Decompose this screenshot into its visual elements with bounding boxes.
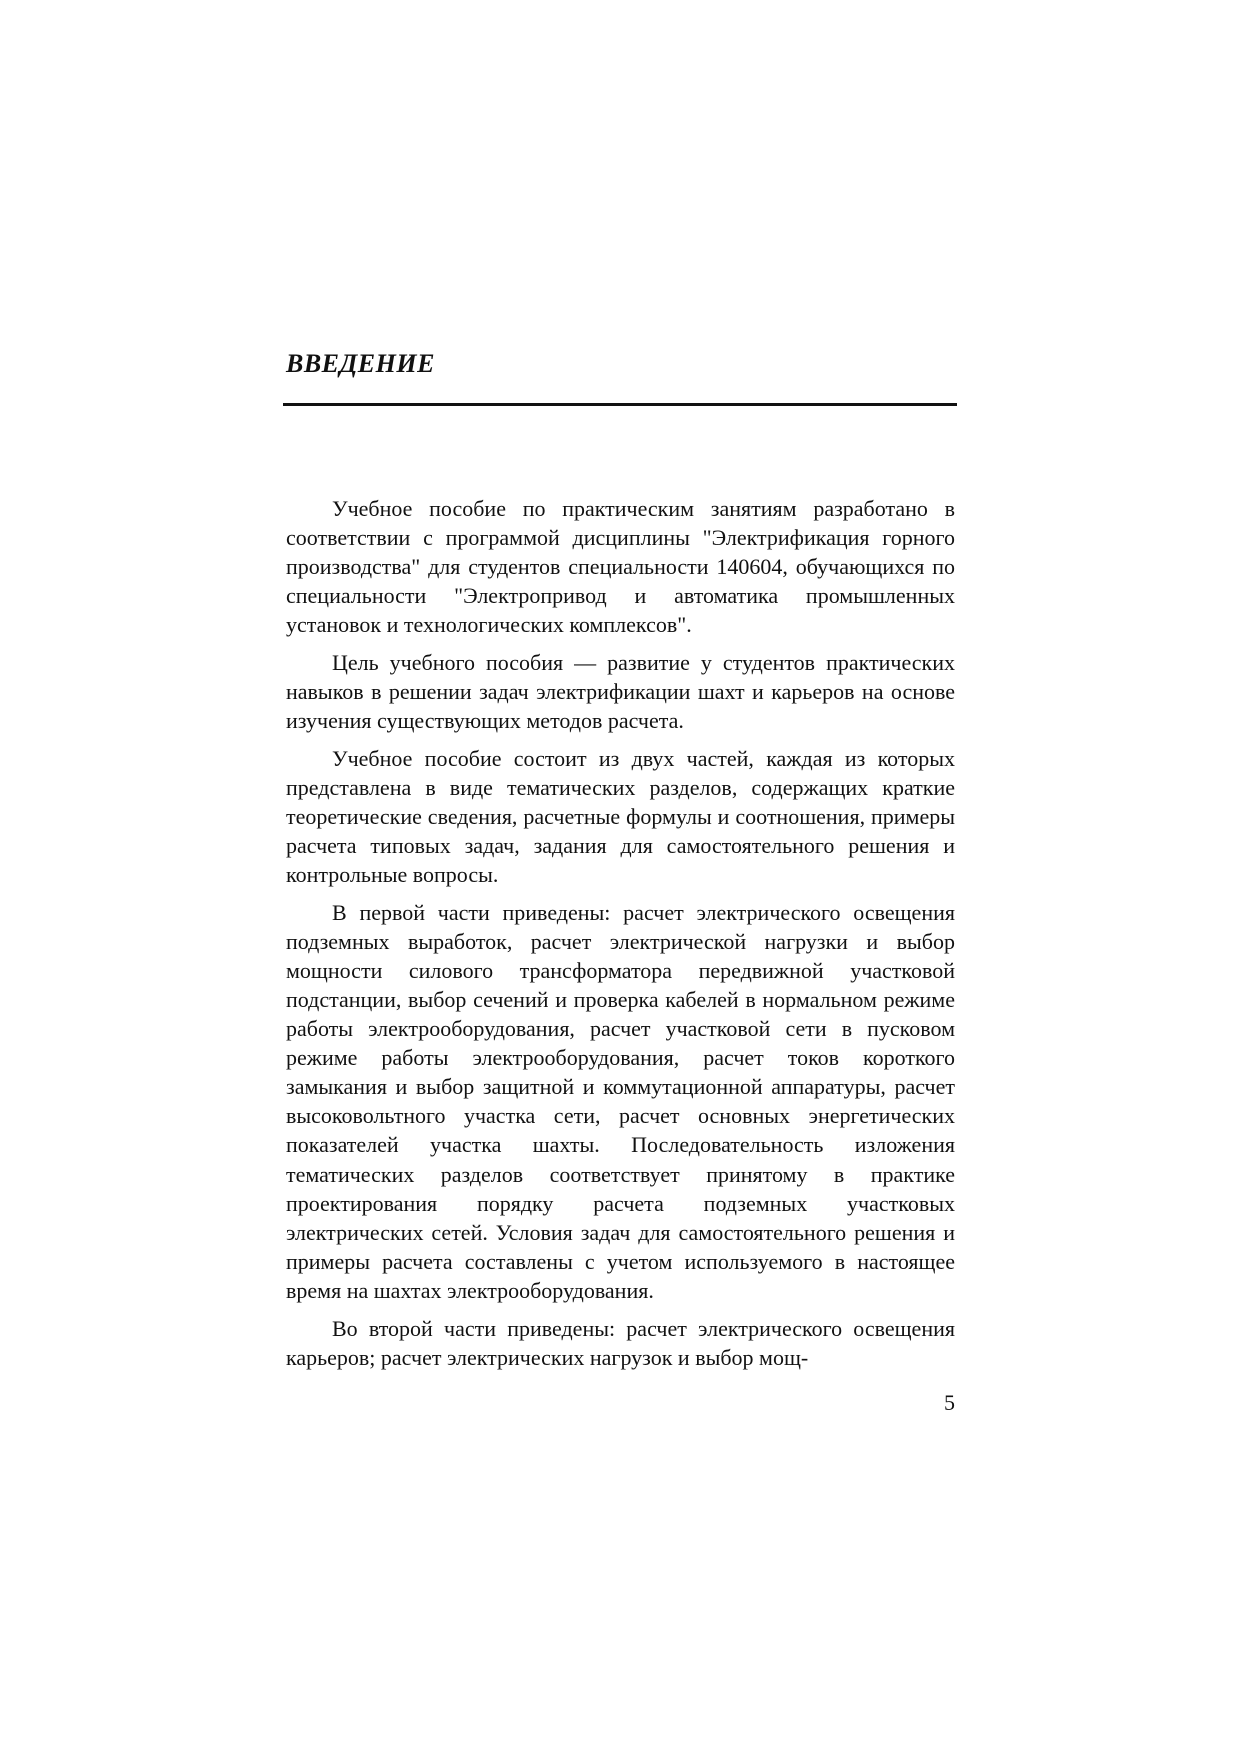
paragraph-4: В первой части приведены: расчет электрического освещения подземных выработок, расчет электрической нагрузки и выбор мощности силового трансформатора передвижной участковой подстанции, выбор сечений и проверка кабелей в нормальном режиме работы электрооборудования, расчет участковой сети в пусковом режиме работы электрооборудования, расчет токов короткого замыкания и выбор защитной и коммутационной аппаратуры, расчет высоковольтного участка сети, расчет основных энергетических показателей участка шахты. Последовательность изложения тематических разделов соответствует принятому в практике проектирования порядку расчета подземных участковых электрических сетей. Условия задач для самостоятельного решения и примеры расчета составлены с учетом используемого в настоящее время на шахтах электрооборудования. — [286, 899, 955, 1303]
paragraph-3: Учебное пособие состоит из двух частей, каждая из которых представлена в виде тематических разделов, содержащих краткие теоретические сведения, расчетные формулы и соотношения, примеры расчета типовых задач, задания для самостоятельного решения и контрольные вопросы. — [286, 745, 955, 888]
page-number: 5 — [944, 1390, 955, 1415]
page-title: ВВЕДЕНИЕ — [286, 349, 435, 378]
paragraph-5: Во второй части приведены: расчет электрического освещения карьеров; расчет электрических нагрузок и выбор мощ- — [286, 1315, 955, 1370]
paragraph-1: Учебное пособие по практическим занятиям разработано в соответствии с программой дисциплины "Электрификация горного производства" для студентов специальности 140604, обучающихся по специальности "Электропривод и автоматика промышленных установок и технологических комплексов". — [286, 496, 955, 638]
heading-rule — [283, 403, 957, 406]
paragraph-2: Цель учебного пособия — развитие у студентов практических навыков в решении задач электрификации шахт и карьеров на основе изучения существующих методов расчета. — [286, 649, 955, 734]
body-text — [286, 494, 955, 1380]
